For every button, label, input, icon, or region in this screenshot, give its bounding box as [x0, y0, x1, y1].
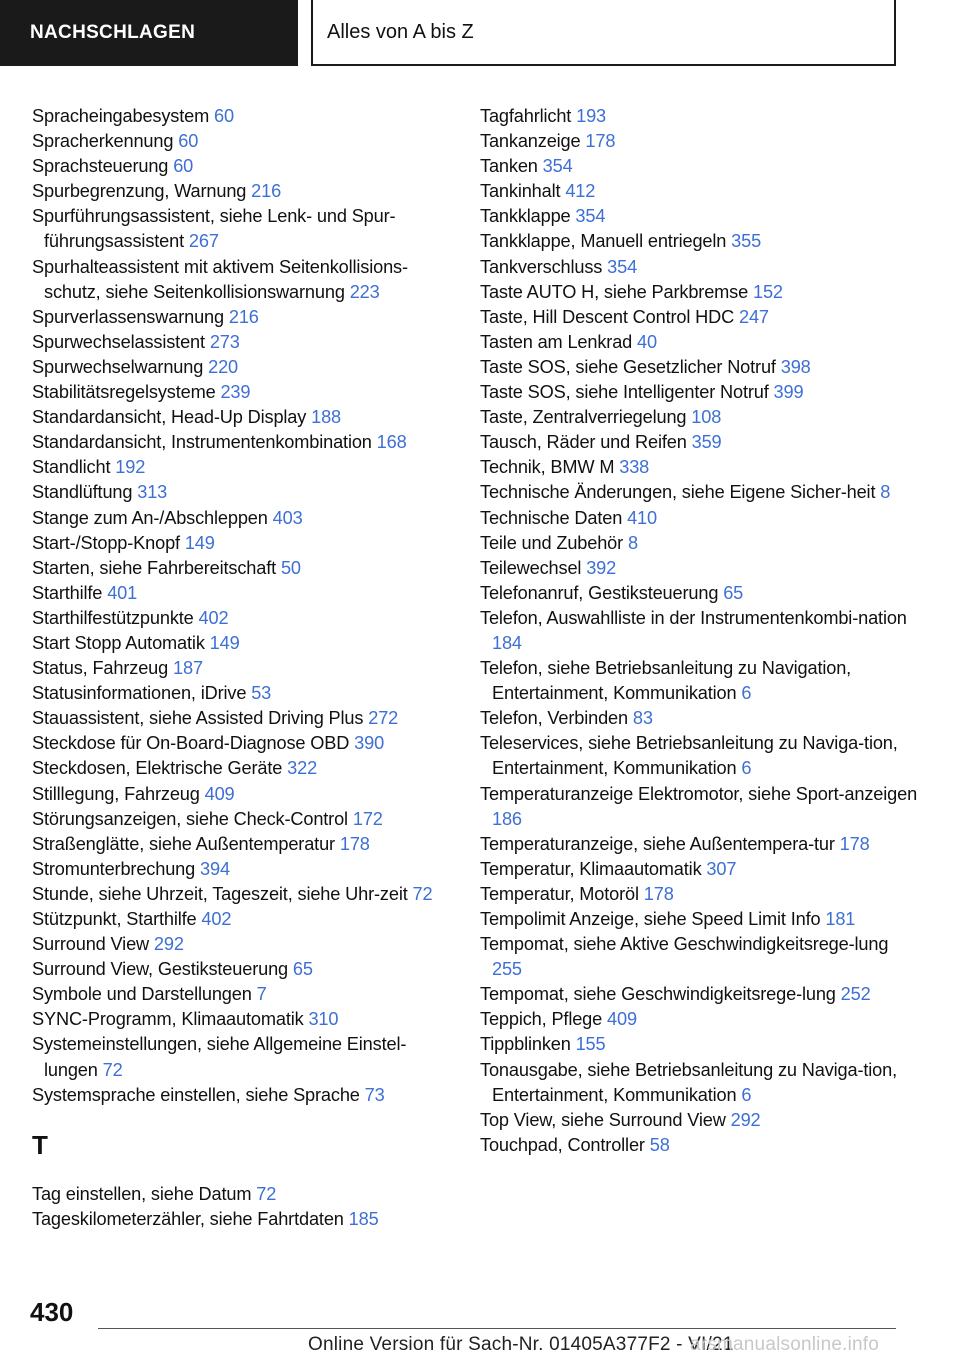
index-entry [32, 380, 452, 405]
index-entry [32, 731, 452, 756]
index-entry-term: Telefon, Auswahlliste in der Instrumentenkombi-nation [480, 607, 907, 628]
index-entry-term: Status, Fahrzeug [32, 658, 174, 679]
index-entry [32, 957, 452, 982]
index-entry-page-link[interactable]: 53 [251, 683, 272, 704]
index-entry-term: Teppich, Pflege [480, 1009, 608, 1030]
index-entry [480, 932, 920, 982]
index-entry-page-link[interactable]: 108 [691, 407, 722, 428]
index-entry-term: Stabilitätsregelsysteme [32, 382, 221, 403]
index-entry-page-link[interactable]: 267 [188, 231, 219, 252]
index-entry-page-link[interactable]: 168 [376, 432, 407, 453]
index-entry-term: Stauassistent, siehe Assisted Driving Plus [32, 708, 369, 729]
index-entry-term: Spurwechselwarnung [32, 356, 209, 377]
index-entry-term: Starthilfe [32, 582, 108, 603]
index-entry-page-link[interactable]: 338 [619, 457, 650, 478]
index-entry-page-link[interactable]: 399 [773, 382, 804, 403]
index-entry-page-link[interactable]: 354 [542, 156, 573, 177]
index-entry-term: Surround View, Gestiksteuerung [32, 959, 293, 980]
index-entry [480, 656, 920, 706]
index-entry-page-link[interactable]: 185 [348, 1208, 379, 1229]
index-entry [32, 355, 452, 380]
index-entry-page-link[interactable]: 6 [741, 1084, 752, 1105]
index-entry-page-link[interactable]: 72 [412, 883, 433, 904]
index-entry [480, 731, 920, 781]
index-entry-term: Straßenglätte, siehe Außentemperatur [32, 833, 340, 854]
index-entry-term: Standlicht [32, 457, 116, 478]
index-entry-term: Technik, BMW M [480, 457, 620, 478]
index-entry-page-link[interactable]: 155 [575, 1034, 606, 1055]
index-entry-page-link[interactable]: 255 [492, 959, 522, 980]
index-entry-page-link[interactable]: 178 [643, 883, 674, 904]
index-entry [480, 531, 920, 556]
index-entry-term: Statusinformationen, iDrive [32, 683, 252, 704]
index-entry [32, 255, 452, 305]
index-entry-term: Stützpunkt, Starthilfe [32, 909, 202, 929]
index-entry-page-link[interactable]: 8 [627, 532, 638, 553]
index-entry [480, 782, 920, 832]
index-entry-page-link[interactable]: 8 [880, 482, 891, 503]
index-entry-term: Taste, Hill Descent Control HDC [480, 306, 739, 327]
index-entry-term: Top View, siehe Surround View [480, 1109, 731, 1130]
index-entry-page-link[interactable]: 172 [352, 808, 383, 829]
index-entry-page-link[interactable]: 354 [575, 206, 606, 227]
index-entry-page-link[interactable]: 178 [585, 131, 616, 152]
index-entry-page-link[interactable]: 7 [256, 984, 267, 1005]
index-entry-page-link[interactable]: 149 [184, 532, 215, 553]
index-entry [480, 606, 920, 656]
index-entry-term: Taste SOS, siehe Intelligenter Notruf [480, 382, 774, 403]
index-entry-page-link[interactable]: 313 [137, 482, 168, 503]
index-entry-term: Tausch, Räder und Reifen [480, 432, 692, 453]
index-entry-page-link[interactable]: 239 [220, 382, 251, 403]
index-entry-term: Systemsprache einstellen, siehe Sprache [32, 1084, 365, 1105]
index-entry [480, 255, 920, 280]
index-column-left [32, 104, 452, 1232]
index-entry [32, 756, 452, 781]
index-entry [32, 405, 452, 430]
index-entry [480, 204, 920, 229]
index-entry-page-link[interactable]: 60 [173, 156, 194, 177]
index-entry-term: Tag einstellen, siehe Datum [32, 1183, 257, 1204]
index-entry [480, 405, 920, 430]
index-entry-term: Tippblinken [480, 1034, 576, 1055]
index-entry-term: Tankinhalt [480, 181, 566, 202]
index-entry-page-link[interactable]: 60 [178, 131, 199, 152]
index-entry-term: Standardansicht, Instrumentenkombination [32, 432, 377, 453]
index-entry [480, 1007, 920, 1032]
index-entry-term: Spurhalteassistent mit aktivem Seitenkollisions-schutz, siehe Seitenkollisionswarnung [32, 256, 408, 302]
index-entry [32, 681, 452, 706]
index-entry [480, 154, 920, 179]
index-entry-page-link[interactable]: 252 [840, 984, 871, 1005]
index-entry-page-link[interactable]: 412 [565, 181, 596, 202]
index-entry-page-link[interactable]: 390 [354, 733, 385, 754]
index-entry-term: Surround View [32, 934, 154, 955]
index-entry-term: Starten, siehe Fahrbereitschaft [32, 557, 281, 578]
index-entry-term: Teleservices, siehe Betriebsanleitung zu Naviga-tion, Entertainment, Kommunikation [480, 733, 898, 779]
index-entry-term: Spracherkennung [32, 131, 179, 152]
index-entry-page-link[interactable]: 188 [311, 407, 342, 428]
index-entry [480, 280, 920, 305]
index-entry-page-link[interactable]: 355 [731, 231, 762, 252]
index-entry-page-link[interactable]: 178 [339, 833, 370, 854]
index-entry-term: Tempomat, siehe Aktive Geschwindigkeitsrege-lung [480, 934, 889, 955]
index-entry-page-link[interactable]: 65 [292, 959, 313, 980]
chapter-tab: Alles von A bis Z [311, 0, 896, 66]
index-entry-page-link[interactable]: 73 [364, 1084, 385, 1105]
index-entry-page-link[interactable]: 6 [741, 758, 752, 779]
index-entry-term: Temperatur, Motoröl [480, 883, 644, 904]
index-entry-page-link[interactable]: 403 [272, 507, 303, 528]
index-entry [32, 782, 452, 807]
index-entry-term: Tempomat, siehe Geschwindigkeitsrege-lung [480, 984, 841, 1005]
index-entry-page-link[interactable]: 181 [825, 909, 856, 929]
index-entry-page-link[interactable]: 409 [607, 1009, 637, 1030]
index-entry [480, 706, 920, 731]
index-entry-term: Tageskilometerzähler, siehe Fahrtdaten [32, 1208, 349, 1229]
index-entry [480, 455, 920, 480]
index-entry-term: Störungsanzeigen, siehe Check-Control [32, 808, 353, 829]
index-entry-term: Start Stopp Automatik [32, 632, 210, 653]
section-tab: NACHSCHLAGEN [0, 0, 298, 66]
index-entry-page-link[interactable]: 149 [209, 632, 240, 653]
index-entry [480, 104, 920, 129]
index-entry [480, 506, 920, 531]
index-entry-page-link[interactable]: 223 [349, 281, 380, 302]
index-entry-term: Teilewechsel [480, 557, 587, 578]
page-header [0, 0, 960, 66]
index-letter-heading: T [32, 1129, 48, 1160]
page-number: 430 [30, 1297, 74, 1327]
index-entry [32, 455, 452, 480]
index-entry [480, 129, 920, 154]
index-entry [480, 556, 920, 581]
index-entry [32, 656, 452, 681]
index-entry [480, 1133, 920, 1158]
index-entry-page-link[interactable]: 72 [102, 1059, 123, 1080]
index-entry [480, 480, 920, 505]
index-entry-page-link[interactable]: 50 [280, 557, 301, 578]
index-entry-page-link[interactable]: 65 [723, 582, 744, 603]
index-entry [32, 129, 452, 154]
index-entry [480, 305, 920, 330]
index-entry-term: Telefonanruf, Gestiksteuerung [480, 582, 724, 603]
index-entry [32, 581, 452, 606]
index-entry [32, 982, 452, 1007]
index-entry-page-link[interactable]: 394 [200, 858, 230, 879]
index-column-right [480, 104, 920, 1158]
index-entry-page-link[interactable]: 310 [308, 1009, 339, 1030]
index-entry-page-link[interactable]: 401 [107, 582, 138, 603]
index-entry-page-link[interactable]: 58 [649, 1134, 670, 1155]
index-entry [480, 380, 920, 405]
index-entry-page-link[interactable]: 292 [730, 1109, 761, 1130]
index-entry [32, 1207, 452, 1232]
index-entry [480, 330, 920, 355]
index-entry-page-link[interactable]: 398 [780, 356, 811, 377]
index-entry-term: Stange zum An-/Abschleppen [32, 507, 273, 528]
index-entry [480, 581, 920, 606]
index-entry-page-link[interactable]: 72 [256, 1183, 277, 1204]
index-entry [32, 430, 452, 455]
index-entry-term: Spurwechselassistent [32, 331, 210, 352]
index-entry [480, 229, 920, 254]
index-entry-page-link[interactable]: 60 [214, 106, 234, 126]
index-entry [480, 857, 920, 882]
index-entry-page-link[interactable]: 152 [752, 281, 783, 302]
index-entry-term: Stunde, siehe Uhrzeit, Tageszeit, siehe Uhr-zeit [32, 883, 413, 904]
index-entry-term: Symbole und Darstellungen [32, 984, 257, 1005]
index-entry [32, 1007, 452, 1032]
index-entry-term: Stilllegung, Fahrzeug [32, 783, 205, 804]
index-entry-term: Tasten am Lenkrad [480, 331, 638, 352]
index-entry-term: Systemeinstellungen, siehe Allgemeine Einstel-lungen [32, 1034, 407, 1080]
index-entry-page-link[interactable]: 184 [492, 632, 522, 653]
index-entry [480, 1108, 920, 1133]
index-entry-term: Technische Änderungen, siehe Eigene Sicher-heit [480, 482, 881, 503]
index-entry [480, 982, 920, 1007]
index-entry [480, 1032, 920, 1057]
index-entry [480, 907, 920, 932]
index-entry [32, 179, 452, 204]
index-entry [32, 204, 452, 254]
index-entry-page-link[interactable]: 6 [741, 683, 752, 704]
index-entry-page-link[interactable]: 83 [632, 708, 653, 729]
index-entry-page-link[interactable]: 247 [739, 306, 769, 327]
index-entry [32, 631, 452, 656]
index-entry-page-link[interactable]: 409 [204, 783, 235, 804]
index-entry [32, 480, 452, 505]
index-entry-page-link[interactable]: 359 [691, 432, 722, 453]
index-entry-term: Tagfahrlicht [480, 106, 577, 126]
index-entry [32, 104, 452, 129]
index-entry [32, 932, 452, 957]
index-entry [32, 857, 452, 882]
index-entry-term: Spurführungsassistent, siehe Lenk- und Spur-führungsassistent [32, 206, 396, 252]
index-entry-page-link[interactable]: 410 [627, 507, 657, 528]
index-entry-page-link[interactable]: 216 [228, 306, 259, 327]
index-entry [32, 154, 452, 179]
index-entry [32, 305, 452, 330]
index-entry-page-link[interactable]: 192 [115, 457, 146, 478]
index-entry [32, 556, 452, 581]
index-entry-term: Starthilfestützpunkte [32, 607, 199, 628]
index-entry [32, 1083, 452, 1108]
index-entry-term: Taste, Zentralverriegelung [480, 407, 692, 428]
footer-online-version: Online Version für Sach-Nr. 01405A377F2 - VI/21 [308, 1334, 734, 1355]
index-entry-term: Tankklappe, Manuell entriegeln [480, 231, 732, 252]
index-entry-term: Telefon, Verbinden [480, 708, 633, 729]
index-entry-term: Tonausgabe, siehe Betriebsanleitung zu Naviga-tion, Entertainment, Kommunikation [480, 1059, 898, 1105]
index-entry-page-link[interactable]: 40 [637, 331, 657, 352]
index-entry-page-link[interactable]: 402 [198, 607, 229, 628]
index-entry-term: Taste AUTO H, siehe Parkbremse [480, 281, 753, 302]
index-entry [32, 1032, 452, 1082]
index-entry-term: Spracheingabesystem [32, 106, 215, 126]
index-entry-page-link[interactable]: 216 [251, 181, 282, 202]
index-entry-term: Temperaturanzeige, siehe Außentempera-tur [480, 833, 840, 854]
index-entry-term: Tempolimit Anzeige, siehe Speed Limit Info [480, 909, 826, 929]
index-entry-page-link[interactable]: 354 [607, 256, 638, 277]
index-entry-term: Telefon, siehe Betriebsanleitung zu Navigation, Entertainment, Kommunikation [480, 658, 852, 704]
index-entry-page-link[interactable]: 220 [208, 356, 239, 377]
index-entry-page-link[interactable]: 193 [576, 106, 607, 126]
index-entry-term: Tankklappe [480, 206, 576, 227]
index-entry [480, 832, 920, 857]
index-entry-term: Start-/Stopp-Knopf [32, 532, 185, 553]
index-entry-page-link[interactable]: 307 [706, 858, 737, 879]
index-entry-page-link[interactable]: 402 [201, 909, 232, 929]
footer-rule [98, 1328, 896, 1329]
index-entry-page-link[interactable]: 322 [287, 758, 318, 779]
index-entry [480, 355, 920, 380]
index-entry-term: Standardansicht, Head-Up Display [32, 407, 312, 428]
index-entry-term: Teile und Zubehör [480, 532, 628, 553]
index-entry-page-link[interactable]: 187 [173, 658, 203, 679]
index-entry-term: Technische Daten [480, 507, 628, 528]
index-entry-term: Steckdosen, Elektrische Geräte [32, 758, 288, 779]
index-entry-term: Standlüftung [32, 482, 138, 503]
index-entry-term: Taste SOS, siehe Gesetzlicher Notruf [480, 356, 781, 377]
index-entry-term: Steckdose für On-Board-Diagnose OBD [32, 733, 355, 754]
index-entry [32, 706, 452, 731]
index-entry [32, 1182, 452, 1207]
index-entry-term: Sprachsteuerung [32, 156, 174, 177]
index-entry-term: Tankverschluss [480, 256, 608, 277]
index-entry-page-link[interactable]: 292 [153, 934, 184, 955]
index-entry-term: Touchpad, Controller [480, 1134, 650, 1155]
index-entry-term: Temperatur, Klimaautomatik [480, 858, 707, 879]
index-entry-page-link[interactable]: 272 [368, 708, 399, 729]
index-entry-page-link[interactable]: 186 [492, 808, 522, 829]
index-entry-page-link[interactable]: 178 [839, 833, 870, 854]
index-entry [480, 179, 920, 204]
index-entry [32, 506, 452, 531]
index-entry-term: Tankanzeige [480, 131, 586, 152]
index-entry [32, 882, 452, 907]
index-entry-term: Spurverlassenswarnung [32, 306, 229, 327]
index-entry [32, 807, 452, 832]
watermark: arsmanualsonline.info [690, 1334, 880, 1355]
index-entry [32, 832, 452, 857]
index-entry-term: Tanken [480, 156, 543, 177]
index-entry-term: Spurbegrenzung, Warnung [32, 181, 252, 202]
index-entry [32, 330, 452, 355]
index-entry-term: SYNC-Programm, Klimaautomatik [32, 1009, 309, 1030]
index-entry-page-link[interactable]: 273 [209, 331, 240, 352]
index-entry [480, 1058, 920, 1108]
index-entry-term: Stromunterbrechung [32, 858, 201, 879]
index-entry-page-link[interactable]: 392 [586, 557, 617, 578]
index-entry-term: Temperaturanzeige Elektromotor, siehe Sport-anzeigen [480, 783, 918, 804]
index-entry [480, 882, 920, 907]
index-entry [480, 430, 920, 455]
index-entry [32, 606, 452, 631]
index-entry [32, 907, 452, 932]
index-entry [32, 531, 452, 556]
